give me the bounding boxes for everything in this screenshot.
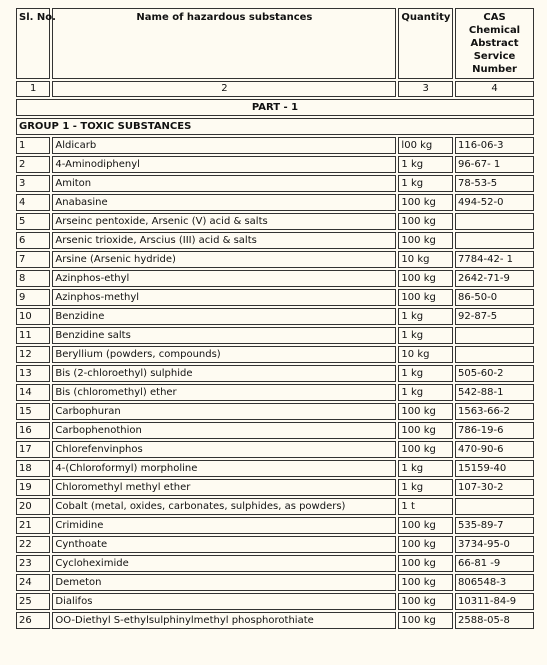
substance-name-cell: OO-Diethyl S-ethylsulphinylmethyl phosphorothiate — [52, 612, 396, 629]
sl-no-cell: 6 — [16, 232, 50, 249]
sl-no-cell: 7 — [16, 251, 50, 268]
cas-number-cell: 2642-71-9 — [455, 270, 534, 287]
table-row — [16, 498, 534, 515]
cas-number-cell: 2588-05-8 — [455, 612, 534, 629]
table-row — [16, 308, 534, 325]
sl-no-cell: 2 — [16, 156, 50, 173]
substance-name-cell: Chlorefenvinphos — [52, 441, 396, 458]
cas-number-cell: 806548-3 — [455, 574, 534, 591]
table-row — [16, 517, 534, 534]
quantity-cell: 100 kg — [398, 289, 453, 306]
cas-number-cell: 10311-84-9 — [455, 593, 534, 610]
quantity-cell: 1 kg — [398, 308, 453, 325]
sl-no-cell: 19 — [16, 479, 50, 496]
cas-number-cell — [455, 213, 534, 230]
cas-number-cell: 78-53-5 — [455, 175, 534, 192]
cas-number-cell: 3734-95-0 — [455, 536, 534, 553]
substance-name-cell: Arsenic trioxide, Arscius (III) acid & salts — [52, 232, 396, 249]
column-number-row — [16, 81, 534, 97]
table-body — [16, 99, 534, 629]
substance-name-cell: Chloromethyl methyl ether — [52, 479, 396, 496]
table-row — [16, 137, 534, 154]
group-heading: GROUP 1 - TOXIC SUBSTANCES — [16, 118, 534, 135]
cas-number-cell: 107-30-2 — [455, 479, 534, 496]
document-page — [14, 6, 536, 631]
cas-number-cell: 15159-40 — [455, 460, 534, 477]
hazardous-substances-table — [14, 6, 536, 631]
quantity-cell: 100 kg — [398, 403, 453, 420]
cas-number-cell — [455, 327, 534, 344]
sl-no-cell: 13 — [16, 365, 50, 382]
column-number: 2 — [52, 81, 396, 97]
table-row — [16, 327, 534, 344]
quantity-cell: 1 t — [398, 498, 453, 515]
header-sl-no: Sl. No. — [16, 8, 50, 79]
substance-name-cell: Arsine (Arsenic hydride) — [52, 251, 396, 268]
table-row — [16, 156, 534, 173]
cas-number-cell: 92-87-5 — [455, 308, 534, 325]
sl-no-cell: 23 — [16, 555, 50, 572]
part-heading: PART - 1 — [16, 99, 534, 116]
table-row — [16, 593, 534, 610]
table-row — [16, 479, 534, 496]
cas-number-cell — [455, 346, 534, 363]
sl-no-cell: 5 — [16, 213, 50, 230]
substance-name-cell: Crimidine — [52, 517, 396, 534]
quantity-cell: 100 kg — [398, 213, 453, 230]
sl-no-cell: 17 — [16, 441, 50, 458]
cas-number-cell: 66-81 -9 — [455, 555, 534, 572]
sl-no-cell: 4 — [16, 194, 50, 211]
cas-number-cell: 542-88-1 — [455, 384, 534, 401]
substance-name-cell: Dialifos — [52, 593, 396, 610]
sl-no-cell: 1 — [16, 137, 50, 154]
group-row — [16, 118, 534, 135]
table-row — [16, 422, 534, 439]
quantity-cell: 1 kg — [398, 479, 453, 496]
table-row — [16, 251, 534, 268]
part-row — [16, 99, 534, 116]
table-row — [16, 460, 534, 477]
sl-no-cell: 11 — [16, 327, 50, 344]
column-number: 1 — [16, 81, 50, 97]
cas-number-cell — [455, 232, 534, 249]
sl-no-cell: 21 — [16, 517, 50, 534]
table-row — [16, 612, 534, 629]
sl-no-cell: 14 — [16, 384, 50, 401]
substance-name-cell: 4-Aminodiphenyl — [52, 156, 396, 173]
table-row — [16, 365, 534, 382]
substance-name-cell: Benzidine — [52, 308, 396, 325]
quantity-cell: 10 kg — [398, 346, 453, 363]
quantity-cell: l00 kg — [398, 137, 453, 154]
substance-name-cell: Cobalt (metal, oxides, carbonates, sulphides, as powders) — [52, 498, 396, 515]
cas-number-cell: 470-90-6 — [455, 441, 534, 458]
column-number: 4 — [455, 81, 534, 97]
substance-name-cell: Bis (2-chloroethyl) sulphide — [52, 365, 396, 382]
substance-name-cell: Cycloheximide — [52, 555, 396, 572]
substance-name-cell: 4-(Chloroformyl) morpholine — [52, 460, 396, 477]
table-row — [16, 536, 534, 553]
table-row — [16, 194, 534, 211]
header-quantity: Quantity — [398, 8, 453, 79]
table-row — [16, 555, 534, 572]
table-row — [16, 213, 534, 230]
cas-number-cell — [455, 498, 534, 515]
header-row — [16, 8, 534, 79]
quantity-cell: 100 kg — [398, 593, 453, 610]
cas-number-cell: 116-06-3 — [455, 137, 534, 154]
table-row — [16, 574, 534, 591]
quantity-cell: 100 kg — [398, 422, 453, 439]
sl-no-cell: 24 — [16, 574, 50, 591]
sl-no-cell: 22 — [16, 536, 50, 553]
column-number: 3 — [398, 81, 453, 97]
table-row — [16, 441, 534, 458]
cas-number-cell: 494-52-0 — [455, 194, 534, 211]
quantity-cell: 100 kg — [398, 232, 453, 249]
header-cas: CAS Chemical Abstract Service Number — [455, 8, 534, 79]
substance-name-cell: Anabasine — [52, 194, 396, 211]
quantity-cell: 1 kg — [398, 175, 453, 192]
table-row — [16, 270, 534, 287]
substance-name-cell: Carbophenothion — [52, 422, 396, 439]
quantity-cell: 100 kg — [398, 555, 453, 572]
quantity-cell: 1 kg — [398, 365, 453, 382]
substance-name-cell: Arseinc pentoxide, Arsenic (V) acid & salts — [52, 213, 396, 230]
substance-name-cell: Benzidine salts — [52, 327, 396, 344]
quantity-cell: 1 kg — [398, 384, 453, 401]
cas-number-cell: 86-50-0 — [455, 289, 534, 306]
quantity-cell: 1 kg — [398, 327, 453, 344]
quantity-cell: 1 kg — [398, 156, 453, 173]
table-row — [16, 384, 534, 401]
table-row — [16, 346, 534, 363]
header-name: Name of hazardous substances — [52, 8, 396, 79]
quantity-cell: 100 kg — [398, 194, 453, 211]
substance-name-cell: Azinphos-ethyl — [52, 270, 396, 287]
quantity-cell: 100 kg — [398, 612, 453, 629]
quantity-cell: 10 kg — [398, 251, 453, 268]
sl-no-cell: 20 — [16, 498, 50, 515]
cas-number-cell: 1563-66-2 — [455, 403, 534, 420]
substance-name-cell: Amiton — [52, 175, 396, 192]
table-row — [16, 289, 534, 306]
sl-no-cell: 16 — [16, 422, 50, 439]
quantity-cell: 1 kg — [398, 460, 453, 477]
table-row — [16, 175, 534, 192]
sl-no-cell: 18 — [16, 460, 50, 477]
substance-name-cell: Aldicarb — [52, 137, 396, 154]
sl-no-cell: 9 — [16, 289, 50, 306]
sl-no-cell: 25 — [16, 593, 50, 610]
quantity-cell: 100 kg — [398, 517, 453, 534]
cas-number-cell: 7784-42- 1 — [455, 251, 534, 268]
substance-name-cell: Bis (chloromethyl) ether — [52, 384, 396, 401]
quantity-cell: 100 kg — [398, 536, 453, 553]
table-row — [16, 232, 534, 249]
table-row — [16, 403, 534, 420]
sl-no-cell: 8 — [16, 270, 50, 287]
quantity-cell: 100 kg — [398, 441, 453, 458]
cas-number-cell: 535-89-7 — [455, 517, 534, 534]
sl-no-cell: 10 — [16, 308, 50, 325]
sl-no-cell: 15 — [16, 403, 50, 420]
substance-name-cell: Demeton — [52, 574, 396, 591]
substance-name-cell: Azinphos-methyl — [52, 289, 396, 306]
sl-no-cell: 26 — [16, 612, 50, 629]
cas-number-cell: 786-19-6 — [455, 422, 534, 439]
substance-name-cell: Cynthoate — [52, 536, 396, 553]
substance-name-cell: Beryllium (powders, compounds) — [52, 346, 396, 363]
cas-number-cell: 505-60-2 — [455, 365, 534, 382]
sl-no-cell: 12 — [16, 346, 50, 363]
substance-name-cell: Carbophuran — [52, 403, 396, 420]
quantity-cell: 100 kg — [398, 270, 453, 287]
quantity-cell: 100 kg — [398, 574, 453, 591]
sl-no-cell: 3 — [16, 175, 50, 192]
cas-number-cell: 96-67- 1 — [455, 156, 534, 173]
